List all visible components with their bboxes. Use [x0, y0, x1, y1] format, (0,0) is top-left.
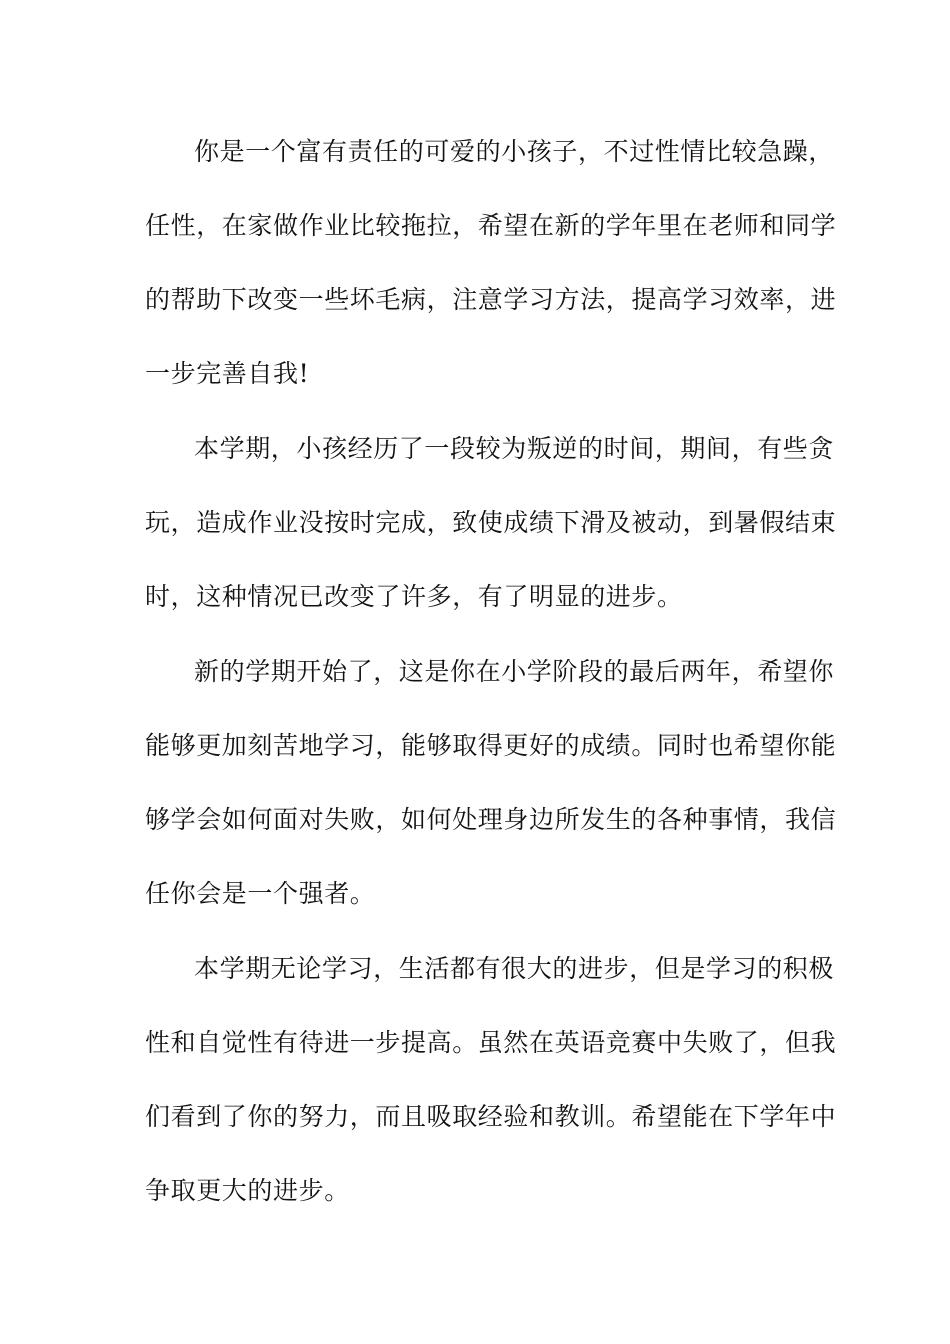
paragraph-line: 本学期无论学习，生活都有很大的进步，但是学习的积极 — [194, 954, 835, 983]
paragraph-line: 争取更大的进步。 — [145, 1176, 350, 1205]
paragraph-line: 们看到了你的努力，而且吸取经验和教训。希望能在下学年中 — [145, 1102, 837, 1131]
paragraph-line: 玩，造成作业没按时完成，致使成绩下滑及被动，到暑假结束 — [145, 508, 837, 537]
paragraph-line: 一步完善自我! — [145, 359, 310, 388]
paragraph-line: 性和自觉性有待进一步提高。虽然在英语竞赛中失败了，但我 — [145, 1028, 837, 1057]
paragraph-line: 新的学期开始了，这是你在小学阶段的最后两年，希望你 — [194, 657, 835, 686]
paragraph-line: 时，这种情况已改变了许多，有了明显的进步。 — [145, 582, 683, 611]
paragraph-line: 任你会是一个强者。 — [145, 879, 376, 908]
paragraph-line: 能够更加刻苦地学习，能够取得更好的成绩。同时也希望你能 — [145, 731, 837, 760]
paragraph-line: 你是一个富有责任的可爱的小孩子，不过性情比较急躁， — [194, 137, 835, 166]
paragraph-line: 任性，在家做作业比较拖拉，希望在新的学年里在老师和同学 — [145, 211, 837, 240]
paragraph-line: 够学会如何面对失败，如何处理身边所发生的各种事情，我信 — [145, 805, 837, 834]
paragraph-line: 的帮助下改变一些坏毛病，注意学习方法，提高学习效率，进 — [145, 285, 837, 314]
paragraph-line: 本学期，小孩经历了一段较为叛逆的时间，期间，有些贪 — [194, 434, 835, 463]
